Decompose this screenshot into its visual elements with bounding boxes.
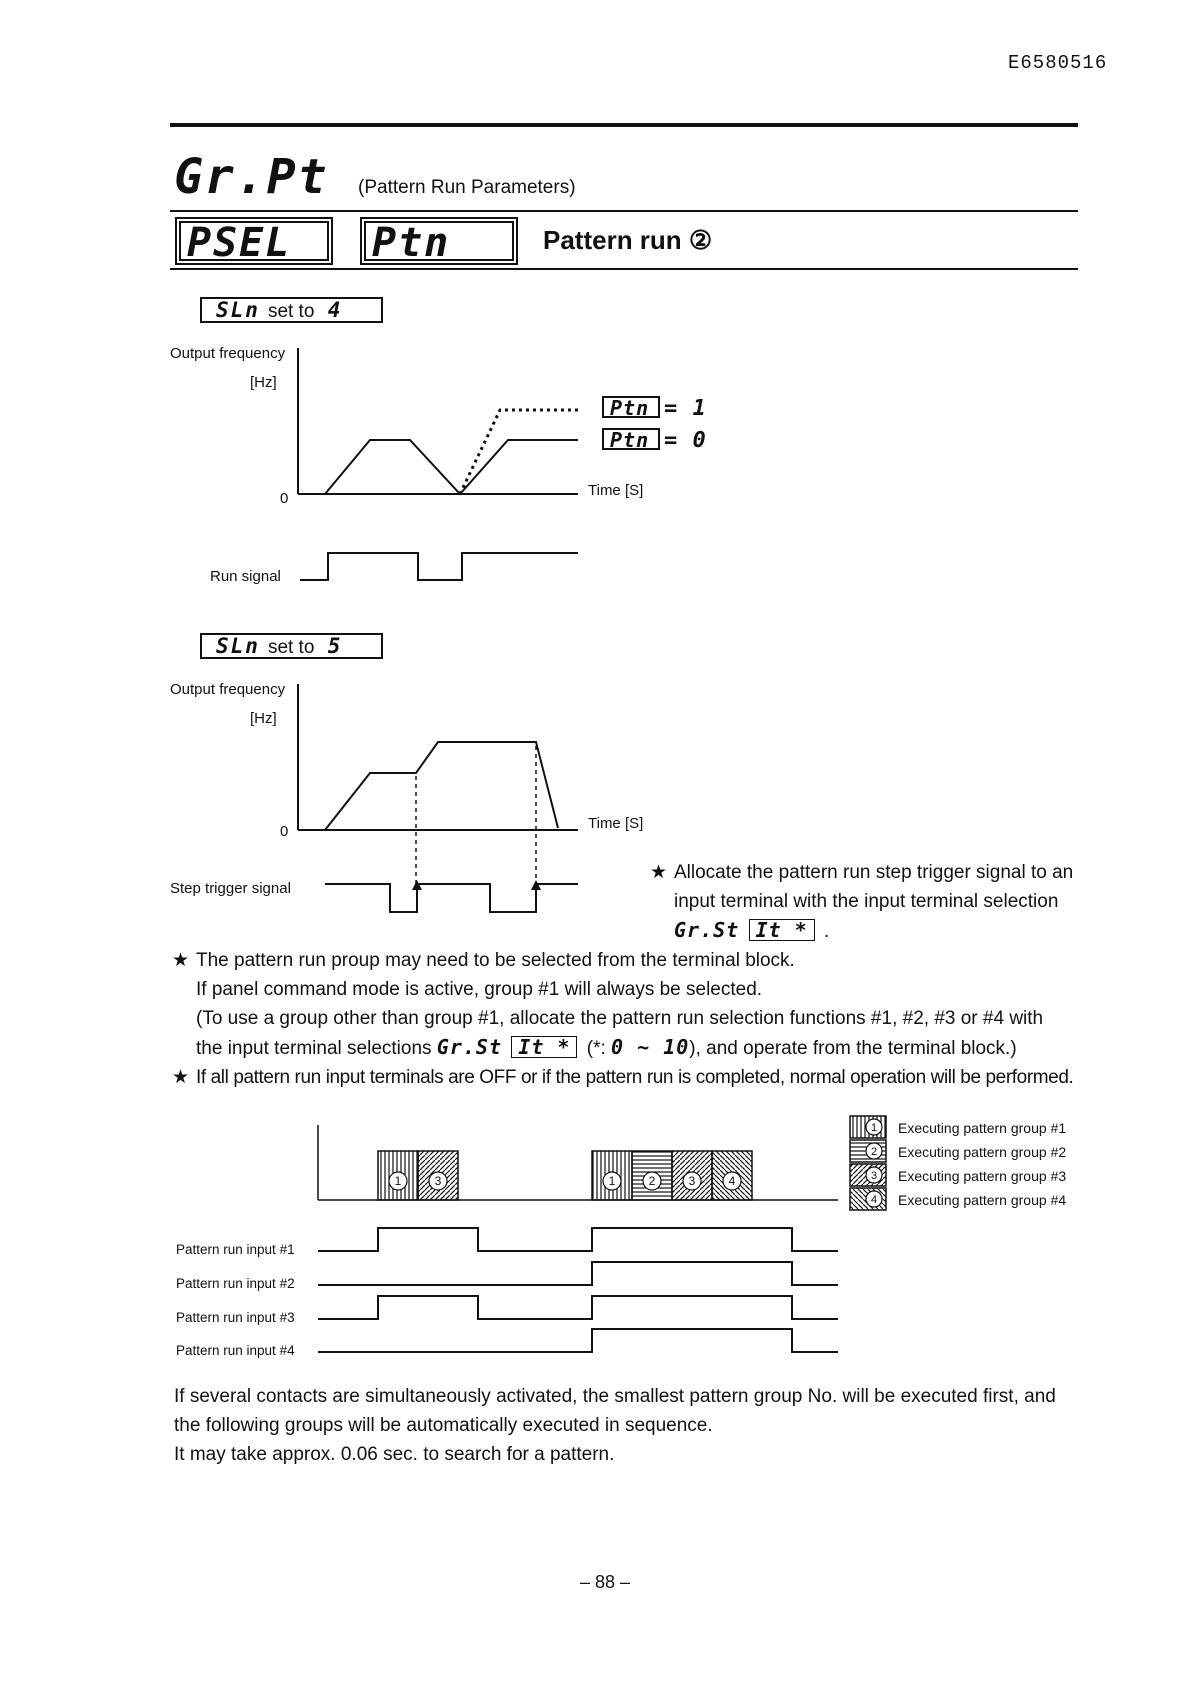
- frequency-diagram-2: [290, 676, 610, 936]
- footer-paragraph: [174, 1382, 1094, 1469]
- ptn-code: Ptn: [610, 396, 650, 420]
- pattern-input-label-1: Pattern run input #1: [176, 1242, 295, 1257]
- parameter-code-psel: PSEL: [175, 217, 333, 265]
- legend-number: 1: [870, 1122, 878, 1134]
- y-axis-unit: [Hz]: [250, 374, 277, 391]
- legend-label-4: Executing pattern group #4: [898, 1192, 1067, 1208]
- note-line-2: If panel command mode is active, group #1 will always be selected.: [196, 979, 763, 1000]
- header-rule: [170, 210, 1078, 212]
- footer-line-2: the following groups will be automatically executed in sequence.: [174, 1415, 713, 1436]
- legend-number: 3: [870, 1170, 878, 1182]
- note-line-3: (To use a group other than group #1, allocate the pattern run selection functions #1, #2, #3 or #4 with: [196, 1008, 1044, 1029]
- footer-line-1: If several contacts are simultaneously activated, the smallest pattern group No. will be executed first, and: [174, 1386, 1056, 1407]
- group-number: 1: [394, 1174, 402, 1188]
- pattern-timing-diagram: [160, 1115, 860, 1365]
- page-number: – 88 –: [580, 1572, 631, 1592]
- range-code: 0 ~ 10: [611, 1035, 690, 1059]
- parameter-code-ptn: Ptn: [360, 217, 518, 265]
- input-waveform-3: [318, 1296, 838, 1319]
- group-number: 1: [608, 1174, 616, 1188]
- note-line-4b: (*:: [586, 1038, 606, 1059]
- pattern-input-label-4: Pattern run input #4: [176, 1343, 295, 1358]
- star-icon: ★: [172, 950, 190, 971]
- origin-label: 0: [280, 823, 289, 840]
- terminal-selection-code: Gr.St: [436, 1035, 503, 1059]
- page-title: Pattern run ②: [543, 225, 713, 255]
- setting-text: set to: [267, 301, 315, 322]
- pattern-legend-swatches: [848, 1114, 888, 1214]
- input-waveform-1: [318, 1228, 838, 1251]
- star-icon: ★: [650, 862, 668, 883]
- setting-box-1: [200, 297, 383, 323]
- y-axis-unit: [Hz]: [250, 710, 277, 727]
- group-number: 3: [688, 1174, 696, 1188]
- notes-block: [172, 946, 1092, 1092]
- y-axis-label: Output frequency: [170, 345, 286, 362]
- setting-code: SLn: [216, 634, 260, 658]
- ptn-value-0: = 0: [664, 428, 707, 453]
- input-waveform-2: [318, 1262, 838, 1285]
- footer-line-3: It may take approx. 0.06 sec. to search for a pattern.: [174, 1444, 615, 1465]
- group-number: 3: [434, 1174, 442, 1188]
- x-axis-label: Time [S]: [588, 482, 644, 499]
- note-line-5: If all pattern run input terminals are OFF or if the pattern run is completed, normal operation will be performed.: [196, 1067, 1074, 1088]
- step-trigger-label: Step trigger signal: [170, 880, 291, 897]
- setting-box-2: [200, 633, 383, 659]
- setting-text: set to: [267, 637, 315, 658]
- ptn-box-1: [602, 396, 660, 418]
- group-code: Gr.Pt: [174, 149, 329, 205]
- trigger-note-end: .: [823, 921, 830, 942]
- run-signal-label: Run signal: [210, 568, 281, 585]
- frequency-diagram-1: [290, 340, 610, 600]
- ptn-code: Ptn: [610, 428, 650, 452]
- legend-number: 2: [870, 1146, 878, 1158]
- origin-label: 0: [280, 490, 289, 507]
- terminal-box: It *: [511, 1036, 577, 1058]
- x-axis-label: Time [S]: [588, 815, 644, 832]
- input-waveform-4: [318, 1329, 838, 1352]
- title-rule: [170, 268, 1078, 270]
- note-line-1: The pattern run proup may need to be selected from the terminal block.: [196, 950, 795, 971]
- group-number: 4: [728, 1174, 736, 1188]
- setting-code: SLn: [216, 298, 260, 322]
- terminal-selection-code: Gr.St: [674, 918, 740, 942]
- group-title: (Pattern Run Parameters): [358, 177, 576, 198]
- pattern-input-label-2: Pattern run input #2: [176, 1276, 295, 1291]
- frequency-curve: [325, 742, 558, 830]
- group-number: 2: [648, 1174, 656, 1188]
- frequency-curve-ptn0: [325, 440, 578, 494]
- terminal-box: It *: [749, 919, 815, 941]
- note-line-4a: the input terminal selections: [196, 1038, 432, 1059]
- y-axis-label: Output frequency: [170, 681, 286, 698]
- frequency-curve-ptn1: [460, 410, 578, 494]
- setting-value: 5: [327, 634, 343, 658]
- legend-number: 4: [870, 1194, 878, 1206]
- setting-value: 4: [327, 298, 343, 322]
- ptn-box-0: [602, 428, 660, 450]
- legend-label-2: Executing pattern group #2: [898, 1144, 1067, 1160]
- trigger-note-line1: Allocate the pattern run step trigger signal to an: [674, 862, 1074, 883]
- ptn-value-1: = 1: [664, 396, 707, 421]
- legend-label-3: Executing pattern group #3: [898, 1168, 1067, 1184]
- run-signal-waveform: [300, 553, 578, 580]
- pattern-input-label-3: Pattern run input #3: [176, 1310, 295, 1325]
- trigger-note-line2: input terminal with the input terminal selection: [674, 891, 1059, 912]
- star-icon: ★: [172, 1067, 189, 1088]
- top-rule: [170, 123, 1078, 127]
- trigger-note: [650, 858, 1090, 946]
- document-id: E6580516: [1008, 52, 1108, 74]
- legend-label-1: Executing pattern group #1: [898, 1120, 1067, 1136]
- note-line-4c: ), and operate from the terminal block.): [689, 1038, 1017, 1059]
